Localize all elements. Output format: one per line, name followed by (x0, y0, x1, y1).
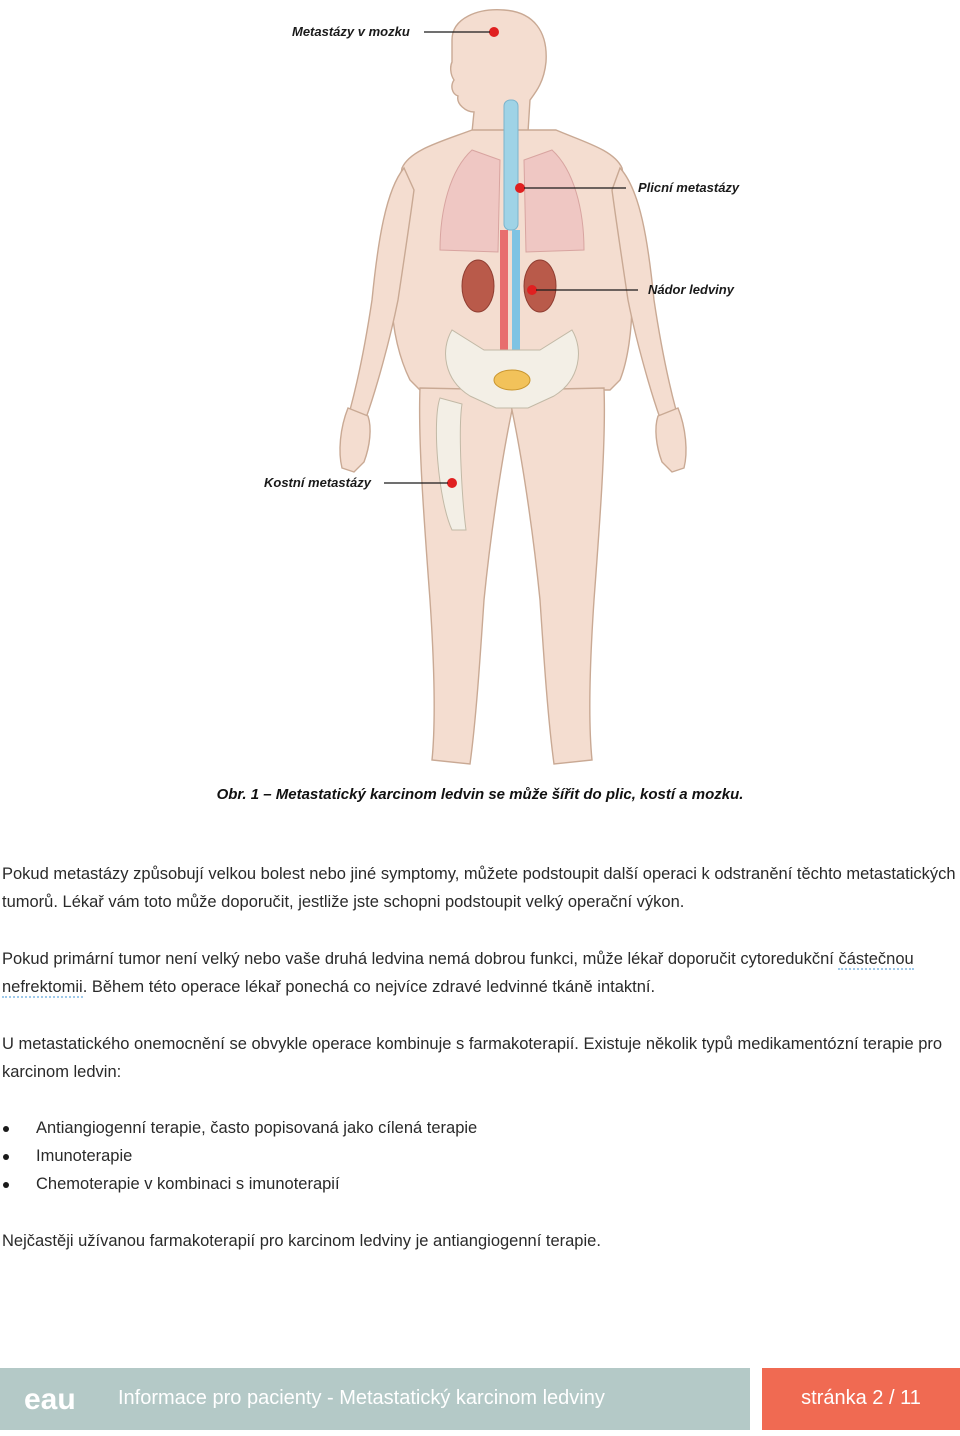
eau-logo-mark (24, 1382, 88, 1416)
callout-brain-metastases: Metastázy v mozku (292, 24, 410, 39)
footer-document-title: Informace pro pacienty - Metastatický karcinom ledviny (118, 1387, 605, 1409)
callout-lung-metastases: Plicní metastázy (638, 180, 740, 195)
page-footer (0, 1368, 960, 1430)
footer-page-box (762, 1368, 960, 1430)
list-item: Chemoterapie v kombinaci s imunoterapií (0, 1170, 477, 1198)
paragraph-pharmacotherapy: U metastatického onemocnění se obvykle operace kombinuje s farmakoterapií. Existuje několik typů medikamentózní terapie pro karcinom ledvin: (2, 1035, 943, 1081)
glossary-term-link[interactable]: částečnou nefrektomii (2, 950, 914, 996)
list-item: Imunoterapie (0, 1142, 477, 1170)
svg-text:eau: eau (24, 1383, 76, 1416)
paragraph-surgery: Pokud metastázy způsobují velkou bolest nebo jiné symptomy, můžete podstoupit další operaci k odstranění těchto metastatických tumorů. Lékař vám toto může doporučit, jestliže jste schopni podstoupit velký operační výkon. (2, 865, 956, 911)
figure-caption: Obr. 1 – Metastatický karcinom ledvin se může šířit do plic, kostí a mozku. (216, 786, 744, 803)
callout-kidney-tumor: Nádor ledviny (648, 282, 734, 297)
paragraph-nephrectomy (2, 945, 960, 1001)
footer-title-bar (0, 1368, 750, 1430)
paragraph-text: Pokud primární tumor není velký nebo vaše druhá ledvina nemá dobrou funkci, může lékař doporučit cytoredukční (2, 950, 839, 968)
list-item: Antiangiogenní terapie, často popisovaná jako cílená terapie (0, 1114, 477, 1142)
therapy-list (0, 1114, 477, 1198)
paragraph-conclusion: Nejčastěji užívanou farmakoterapií pro karcinom ledviny je antiangiogenní terapie. (2, 1232, 601, 1250)
paragraph-text: . Během této operace lékař ponechá co nejvíce zdravé ledvinné tkáně intaktní. (82, 978, 656, 996)
eau-logo (24, 1382, 88, 1421)
page-number: stránka 2 / 11 (801, 1387, 921, 1409)
callout-bone-metastases: Kostní metastázy (264, 475, 371, 490)
